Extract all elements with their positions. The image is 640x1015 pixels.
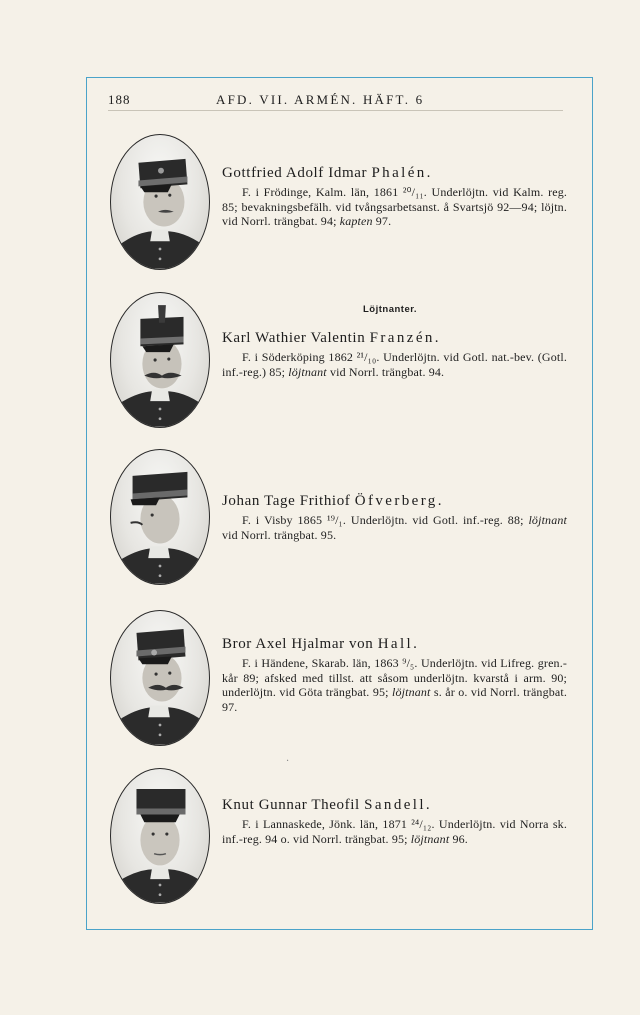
entry-name bbox=[222, 797, 567, 814]
rank: löjtnant bbox=[528, 513, 567, 527]
entry-name bbox=[222, 165, 567, 182]
portrait-sandell bbox=[110, 768, 210, 904]
surname: Sandell. bbox=[364, 797, 433, 813]
officer-portrait-icon bbox=[111, 611, 209, 745]
officer-portrait-icon bbox=[111, 293, 209, 427]
portrait-phalen bbox=[110, 134, 210, 270]
bio-text: F. i Frödinge, Kalm. län, 1861 ²⁰/₁₁. Underlöjtn. vid Kalm. reg. 85; bevakningsbefälh. vid tvångsarbetsanst. å Svartsjö 92—94; löjtn. vid Norrl. trängbat. 94; bbox=[222, 185, 567, 228]
bio-text-end: s. år o. vid Norrl. trängbat. 97. bbox=[222, 685, 567, 714]
given-names: Bror Axel Hjalmar von bbox=[222, 636, 374, 652]
bio-text: F. i Söderköping 1862 ²¹/₁₀. Underlöjtn. vid Gotl. nat.-bev. (Gotl. inf.-reg.) 85; bbox=[222, 350, 567, 379]
stray-mark-icon: · bbox=[286, 756, 290, 767]
bio-text-end: vid Norrl. trängbat. 94. bbox=[329, 364, 445, 379]
surname: Öfverberg. bbox=[354, 493, 444, 509]
given-names: Johan Tage Frithiof bbox=[222, 493, 351, 509]
entry-bio bbox=[222, 350, 567, 379]
entry-bio bbox=[222, 513, 567, 542]
bio-text-end: 97. bbox=[375, 214, 392, 228]
entry-bio bbox=[222, 185, 567, 229]
entry-phalen bbox=[222, 165, 567, 229]
given-names: Knut Gunnar Theofil bbox=[222, 797, 360, 813]
entry-von-hall bbox=[222, 636, 567, 714]
portrait-ofverberg bbox=[110, 449, 210, 585]
surname: Franzén. bbox=[369, 330, 441, 346]
officer-portrait-icon bbox=[111, 135, 209, 269]
entry-name bbox=[222, 636, 567, 653]
given-names: Gottfried Adolf Idmar bbox=[222, 165, 368, 181]
bio-text: F. i Visby 1865 ¹⁹/₁. Underlöjtn. vid Gotl. inf.-reg. 88; bbox=[242, 513, 524, 527]
entry-bio bbox=[222, 656, 567, 714]
running-head-title: AFD. VII. ARMÉN. HÄFT. 6 bbox=[216, 92, 425, 107]
given-names: Karl Wathier Valentin bbox=[222, 330, 366, 346]
portrait-von-hall bbox=[110, 610, 210, 746]
bio-text: F. i Händene, Skarab. län, 1863 ⁹/₅. Underlöjtn. vid Lifreg. gren.-kår 89; afsked med tillst. att såsom underlöjtn. kvarstå i arm. 90; underlöjtn. vid Göta trängbat. 95; bbox=[222, 656, 567, 699]
bio-text-end: 96. bbox=[452, 831, 468, 846]
entry-name bbox=[222, 330, 567, 347]
entry-franzen bbox=[222, 330, 567, 379]
entry-sandell bbox=[222, 797, 567, 846]
bio-text: F. i Lannaskede, Jönk. län, 1871 ²⁴/₁₂. Underlöjtn. vid Norra sk. inf.-reg. 94 o. vid Norrl. trängbat. 95; bbox=[222, 817, 567, 846]
surname: Hall. bbox=[377, 636, 420, 652]
bio-text-end: vid Norrl. trängbat. 95. bbox=[222, 527, 337, 542]
running-header bbox=[108, 92, 563, 111]
entry-bio bbox=[222, 817, 567, 846]
officer-portrait-icon bbox=[111, 769, 209, 903]
rank: löjtnant bbox=[288, 364, 327, 379]
section-label: Löjtnanter. bbox=[363, 304, 418, 315]
rank: löjtnant bbox=[410, 831, 450, 846]
entry-name bbox=[222, 493, 567, 510]
surname: Phalén. bbox=[371, 165, 433, 181]
page-number: 188 bbox=[108, 92, 131, 107]
officer-portrait-icon bbox=[111, 450, 209, 584]
portrait-franzen bbox=[110, 292, 210, 428]
rank: löjtnant bbox=[391, 685, 431, 699]
rank: kapten bbox=[339, 214, 373, 228]
entry-ofverberg bbox=[222, 493, 567, 542]
